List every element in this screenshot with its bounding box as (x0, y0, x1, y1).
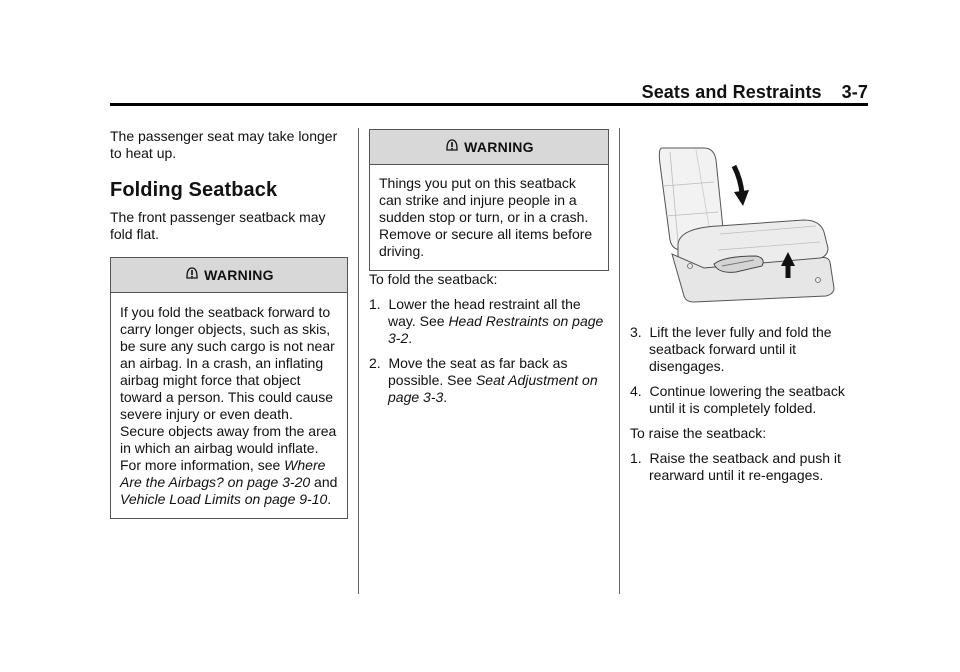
header-rule (110, 103, 868, 106)
seat-illustration (644, 146, 850, 306)
section-title: Seats and Restraints (641, 82, 822, 102)
warning-title: WARNING (204, 266, 274, 283)
column-2 (369, 129, 609, 406)
warning-text (111, 293, 347, 518)
step-list (369, 296, 609, 406)
step-text: Lift the lever fully and fold the seatback forward until it disengages. (649, 324, 832, 374)
warning-box (369, 129, 609, 271)
heading-paragraph: The front passenger seatback may fold flat. (110, 209, 326, 242)
step-text: Move the seat as far back as possible. See (388, 355, 568, 388)
list-item (369, 355, 609, 406)
warning-header (111, 258, 347, 293)
step-number: 1. (630, 450, 642, 466)
step-text: Continue lowering the seatback until it is completely folded. (649, 383, 845, 416)
warning-icon (184, 266, 200, 282)
procedure-lead: To raise the seatback: (630, 425, 767, 441)
warning-box (110, 257, 348, 519)
column-3 (630, 146, 868, 484)
reference-link[interactable]: Where Are the Airbags? on page 3-20 (120, 457, 326, 490)
list-item (630, 383, 868, 417)
step-end: . (443, 389, 448, 405)
reference-link[interactable]: Seat Adjustment on page 3-3 (388, 372, 598, 405)
warning-title: WARNING (464, 138, 534, 155)
warning-text: Things you put on this seatback can strike and injure people in a sudden stop or turn, or in a crash. Remove or secure all items before driving. (379, 175, 593, 259)
warning-text-end: . (327, 491, 332, 507)
list-item (369, 296, 609, 347)
warning-icon (444, 138, 460, 154)
step-text: Lower the head restraint all the way. See (388, 296, 581, 329)
list-item (630, 450, 868, 484)
reference-link[interactable]: Vehicle Load Limits on page 9-10 (120, 491, 328, 507)
procedure-lead: To fold the seatback: (369, 271, 498, 287)
warning-text-and: and (310, 474, 338, 490)
step-list (630, 450, 868, 484)
list-item (630, 324, 868, 375)
step-end: . (408, 330, 413, 346)
column-divider (619, 128, 620, 594)
step-text: Raise the seatback and push it rearward until it re-engages. (649, 450, 841, 483)
step-number: 4. (630, 383, 642, 399)
warning-header (370, 130, 608, 165)
page-number: 3-7 (841, 82, 868, 102)
section-heading: Folding Seatback (110, 179, 278, 201)
intro-paragraph: The passenger seat may take longer to heat up. (110, 128, 338, 161)
reference-link[interactable]: Head Restraints on page 3-2 (388, 313, 604, 346)
step-number: 3. (630, 324, 642, 340)
step-number: 1. (369, 296, 381, 312)
column-divider (358, 128, 359, 594)
warning-text-main: If you fold the seatback forward to carry longer objects, such as skis, be sure any such cargo is not near an airbag. In a crash, an inflating airbag might force that object toward a person. This could cause severe injury or even death. Secure objects away from the area in which an airbag would inflate. For more information, see (120, 304, 337, 473)
step-list (630, 324, 868, 417)
column-1 (110, 128, 348, 519)
step-number: 2. (369, 355, 381, 371)
